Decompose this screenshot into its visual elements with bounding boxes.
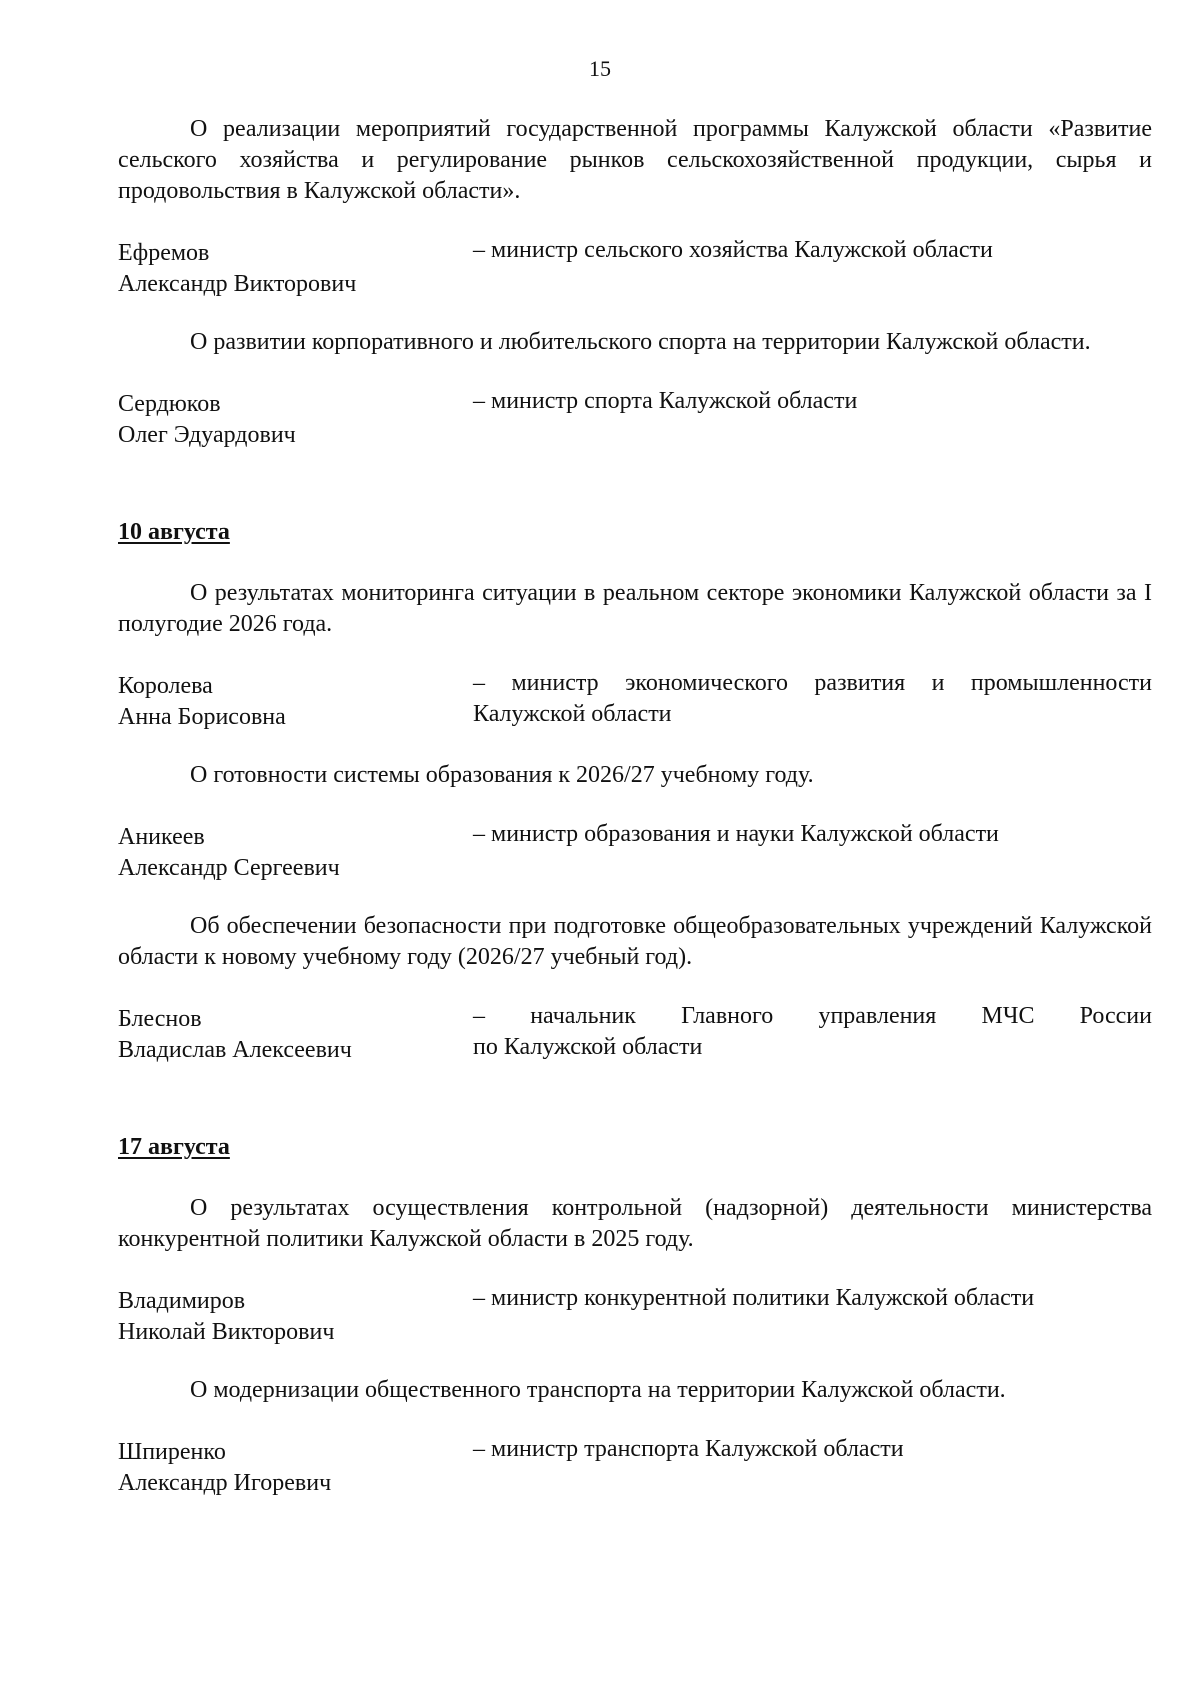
speaker-surname: Аникеев	[118, 824, 205, 850]
speaker-role: – министр транспорта Калужской области	[473, 1436, 904, 1462]
speaker-row	[118, 1283, 1152, 1348]
speaker-role-line1: – министр экономического развития и промышленности	[473, 670, 1152, 696]
speaker-row	[118, 1001, 1152, 1066]
date-heading: 17 августа	[118, 1134, 230, 1160]
speaker-given-name: Александр Сергеевич	[118, 855, 340, 881]
speaker-given-name: Александр Игоревич	[118, 1470, 332, 1496]
speaker-role	[473, 668, 1152, 733]
speaker-name	[118, 235, 473, 300]
agenda-topic: О развитии корпоративного и любительского спорта на территории Калужской области.	[190, 329, 1091, 355]
speaker-role	[473, 1001, 1152, 1066]
speaker-role-line2: Калужской области	[473, 701, 672, 727]
speaker-surname: Королева	[118, 673, 213, 699]
speaker-role: – министр образования и науки Калужской области	[473, 821, 999, 847]
speaker-row	[118, 819, 1152, 884]
speaker-given-name: Олег Эдуардович	[118, 422, 296, 448]
speaker-row	[118, 235, 1152, 300]
speaker-surname: Шпиренко	[118, 1439, 226, 1465]
speaker-name	[118, 668, 473, 733]
speaker-row	[118, 668, 1152, 733]
speaker-surname: Блеснов	[118, 1006, 202, 1032]
speaker-row	[118, 1434, 1152, 1499]
speaker-role: – министр сельского хозяйства Калужской области	[473, 237, 993, 263]
speaker-given-name: Владислав Алексеевич	[118, 1037, 352, 1063]
speaker-given-name: Николай Викторович	[118, 1319, 335, 1345]
speaker-surname: Владимиров	[118, 1288, 246, 1314]
date-heading: 10 августа	[118, 519, 230, 545]
speaker-name	[118, 386, 473, 451]
speaker-role-line1: – начальник Главного управления МЧС России	[473, 1003, 1152, 1029]
speaker-role: – министр конкурентной политики Калужской области	[473, 1285, 1035, 1311]
speaker-role-line2: по Калужской области	[473, 1034, 703, 1060]
agenda-topic: Об обеспечении безопасности при подготовке общеобразовательных учреждений Калужской области к новому учебному году (2026/27 учебный год).	[118, 913, 1152, 970]
speaker-name	[118, 1001, 473, 1066]
agenda-topic: О модернизации общественного транспорта на территории Калужской области.	[190, 1377, 1006, 1403]
speaker-given-name: Анна Борисовна	[118, 704, 286, 730]
speaker-name	[118, 1283, 473, 1348]
agenda-topic: О готовности системы образования к 2026/27 учебному году.	[190, 762, 814, 788]
speaker-name	[118, 1434, 473, 1499]
agenda-topic: О результатах осуществления контрольной (надзорной) деятельности министерства конкурентной политики Калужской области в 2025 году.	[118, 1195, 1152, 1252]
speaker-row	[118, 386, 1152, 451]
agenda-topic: О реализации мероприятий государственной программы Калужской области «Развитие сельского хозяйства и регулирование рынков сельскохозяйственной продукции, сырья и продовольствия в Калужской области».	[118, 116, 1152, 204]
page-number: 15	[589, 56, 611, 81]
speaker-name	[118, 819, 473, 884]
speaker-surname: Сердюков	[118, 391, 221, 417]
speaker-role: – министр спорта Калужской области	[473, 388, 858, 414]
speaker-surname: Ефремов	[118, 240, 210, 266]
agenda-topic: О результатах мониторинга ситуации в реальном секторе экономики Калужской области за I полугодие 2026 года.	[118, 580, 1152, 637]
agenda-content	[118, 114, 1152, 1499]
speaker-given-name: Александр Викторович	[118, 271, 357, 297]
